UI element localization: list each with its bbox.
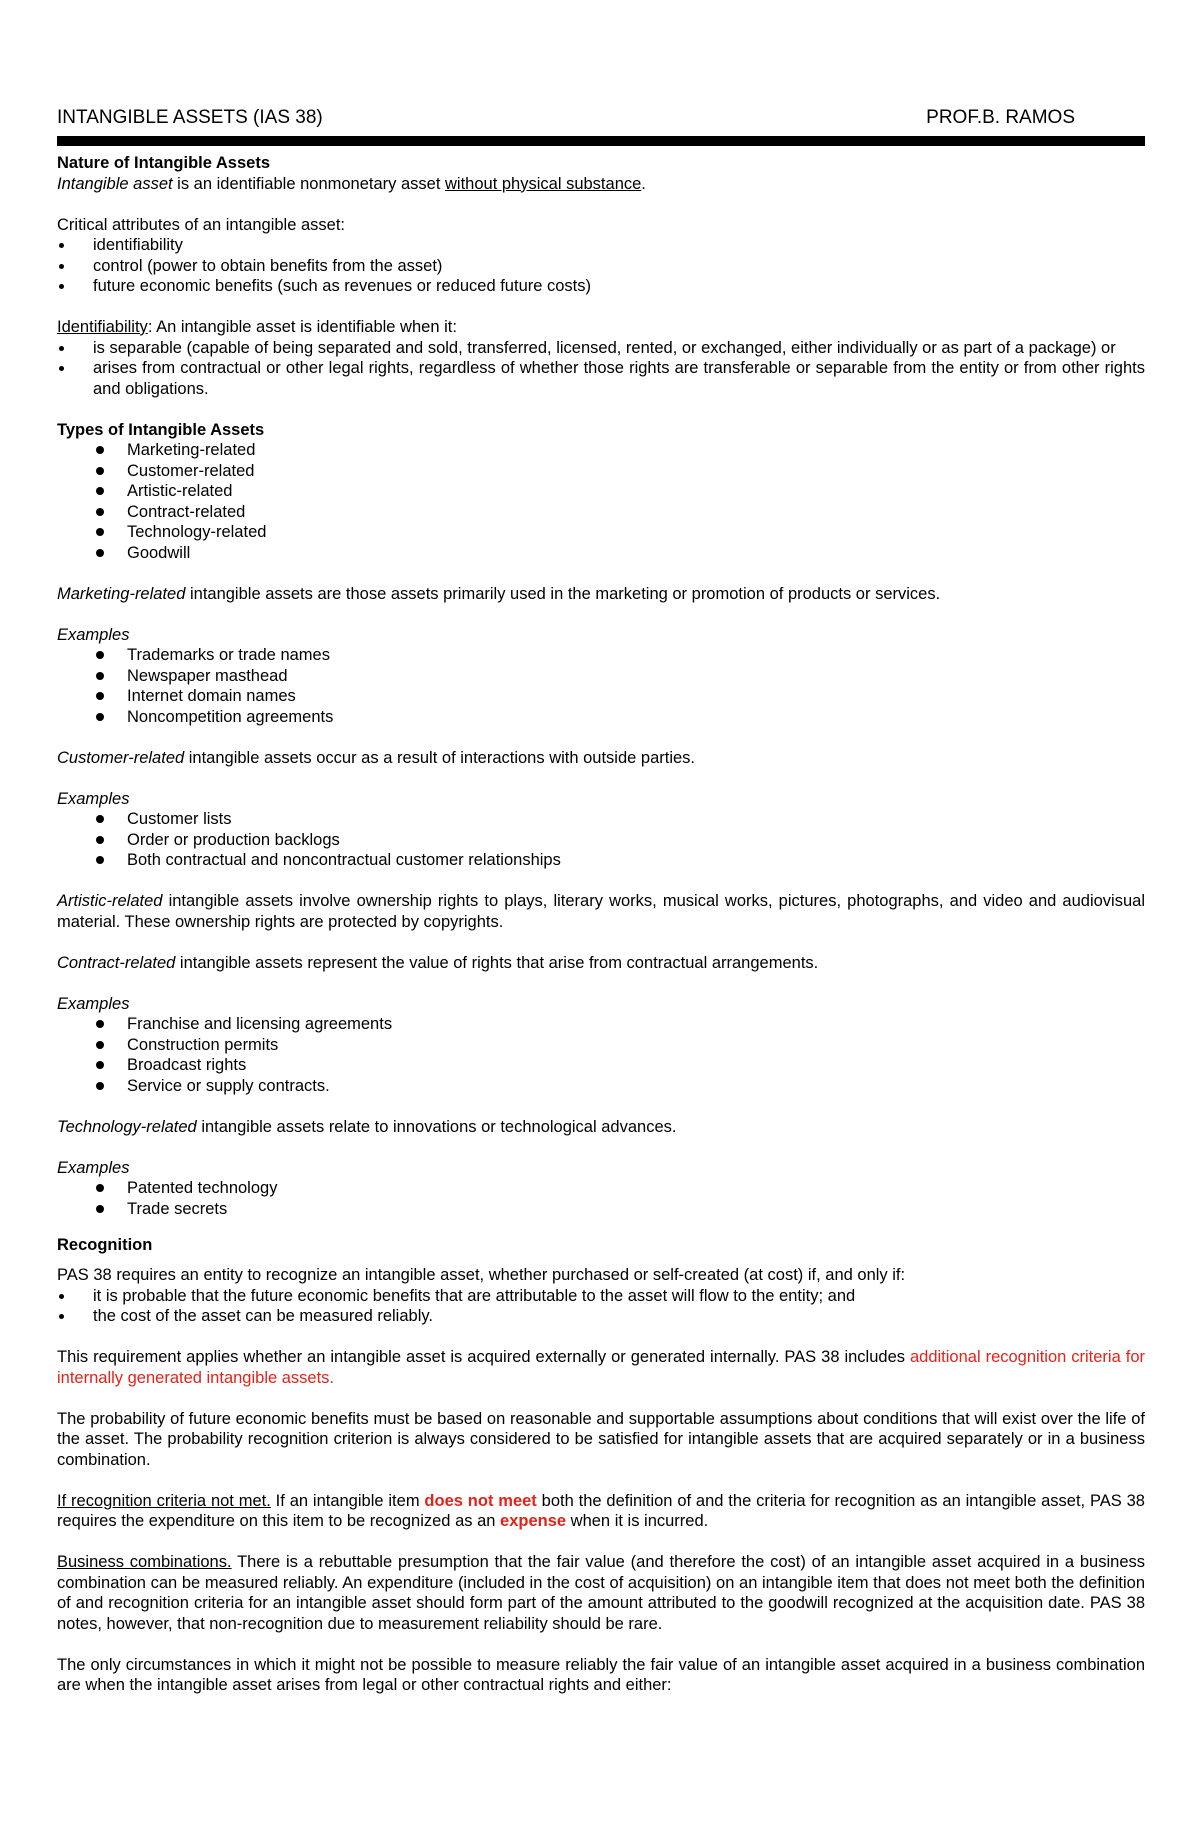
list-item: Construction permits bbox=[57, 1035, 1145, 1056]
recognition-intro: PAS 38 requires an entity to recognize an intangible asset, whether purchased or self-created (at cost) if, and only if: bbox=[57, 1266, 906, 1284]
list-item: Marketing-related bbox=[57, 440, 1145, 461]
artistic-paragraph: Artistic-related intangible assets involve ownership rights to plays, literary works, musical works, pictures, photographs, and video and audiovisual material. These ownership rights are protected by copyrights. bbox=[57, 892, 1145, 931]
list-item: Newspaper masthead bbox=[57, 666, 1145, 687]
document-title: INTANGIBLE ASSETS (IAS 38) bbox=[57, 107, 323, 128]
list-item: Artistic-related bbox=[57, 481, 1145, 502]
examples-label: Examples bbox=[57, 625, 130, 644]
recognition-paragraph-1: This requirement applies whether an intangible asset is acquired externally or generated internally. PAS 38 includes additional recognition criteria for internally generated intangible assets. bbox=[57, 1348, 1145, 1387]
definition-paragraph: Intangible asset is an identifiable nonmonetary asset without physical substance. bbox=[57, 174, 646, 193]
list-item: it is probable that the future economic benefits that are attributable to the asset will flow to the entity; and bbox=[57, 1286, 1145, 1307]
list-item: control (power to obtain benefits from the asset) bbox=[57, 256, 1145, 277]
list-item: the cost of the asset can be measured reliably. bbox=[57, 1306, 1145, 1327]
list-item: Contract-related bbox=[57, 502, 1145, 523]
customer-examples bbox=[57, 809, 1145, 871]
recognition-paragraph-4: Business combinations. There is a rebuttable presumption that the fair value (and therefore the cost) of an intangible asset acquired in a business combination can be measured reliably. An expenditure (included in the cost of acquisition) on an intangible item that does not meet both the definition of and recognition criteria for an intangible asset should form part of the amount attributed to the goodwill recognized at the acquisition date. PAS 38 notes, however, that non-recognition due to measurement reliability should be rare. bbox=[57, 1553, 1146, 1633]
attributes-intro: Critical attributes of an intangible asset: bbox=[57, 215, 345, 234]
list-item: Order or production backlogs bbox=[57, 830, 1145, 851]
recognition-criteria-list bbox=[57, 1286, 1145, 1327]
technology-examples bbox=[57, 1178, 1145, 1219]
list-item: Patented technology bbox=[57, 1178, 1145, 1199]
list-item: Technology-related bbox=[57, 522, 1145, 543]
technology-paragraph: Technology-related intangible assets relate to innovations or technological advances. bbox=[57, 1117, 677, 1136]
recognition-paragraph-3: If recognition criteria not met. If an intangible item does not meet both the definition of and the criteria for recognition as an intangible asset, PAS 38 requires the expenditure on this item to be recognized as an expense when it is incurred. bbox=[57, 1491, 1145, 1530]
recognition-paragraph-5: The only circumstances in which it might not be possible to measure reliably the fair value of an intangible asset acquired in a business combination are when the intangible asset arises from legal or other contractual rights and either: bbox=[57, 1655, 1145, 1694]
list-item: Broadcast rights bbox=[57, 1055, 1145, 1076]
identifiability-intro: Identifiability: An intangible asset is identifiable when it: bbox=[57, 318, 457, 336]
list-item: Noncompetition agreements bbox=[57, 707, 1145, 728]
list-item: identifiability bbox=[57, 235, 1145, 256]
list-item: Trademarks or trade names bbox=[57, 645, 1145, 666]
section-heading-nature: Nature of Intangible Assets bbox=[57, 154, 271, 172]
examples-label: Examples bbox=[57, 994, 130, 1013]
list-item: Service or supply contracts. bbox=[57, 1076, 1145, 1097]
contract-examples bbox=[57, 1014, 1145, 1096]
header-rule bbox=[57, 136, 1145, 146]
marketing-examples bbox=[57, 645, 1145, 727]
list-item: Internet domain names bbox=[57, 686, 1145, 707]
types-list bbox=[57, 440, 1145, 563]
marketing-paragraph: Marketing-related intangible assets are those assets primarily used in the marketing or promotion of products or services. bbox=[57, 584, 941, 603]
list-item: arises from contractual or other legal rights, regardless of whether those rights are transferable or separable from the entity or from other rights and obligations. bbox=[57, 358, 1145, 399]
recognition-paragraph-2: The probability of future economic benefits must be based on reasonable and supportable assumptions about conditions that will exist over the life of the asset. The probability recognition criterion is always considered to be satisfied for intangible assets that are acquired separately or in a business combination. bbox=[57, 1409, 1145, 1469]
examples-label: Examples bbox=[57, 789, 130, 808]
contract-paragraph: Contract-related intangible assets represent the value of rights that arise from contractual arrangements. bbox=[57, 953, 819, 972]
identifiability-list bbox=[57, 338, 1145, 400]
list-item: is separable (capable of being separated and sold, transferred, licensed, rented, or exchanged, either individually or as part of a package) or bbox=[57, 338, 1145, 359]
list-item: Customer-related bbox=[57, 461, 1145, 482]
list-item: Both contractual and noncontractual customer relationships bbox=[57, 850, 1145, 871]
list-item: Franchise and licensing agreements bbox=[57, 1014, 1145, 1035]
list-item: Trade secrets bbox=[57, 1199, 1145, 1220]
attributes-list bbox=[57, 235, 1145, 297]
document-body bbox=[57, 153, 1145, 1696]
examples-label: Examples bbox=[57, 1158, 130, 1177]
section-heading-types: Types of Intangible Assets bbox=[57, 420, 265, 439]
section-heading-recognition: Recognition bbox=[57, 1236, 153, 1254]
list-item: Customer lists bbox=[57, 809, 1145, 830]
customer-paragraph: Customer-related intangible assets occur as a result of interactions with outside parties. bbox=[57, 748, 696, 767]
page-header bbox=[57, 106, 1145, 130]
list-item: future economic benefits (such as revenues or reduced future costs) bbox=[57, 276, 1145, 297]
document-author: PROF.B. RAMOS bbox=[926, 107, 1075, 128]
list-item: Goodwill bbox=[57, 543, 1145, 564]
